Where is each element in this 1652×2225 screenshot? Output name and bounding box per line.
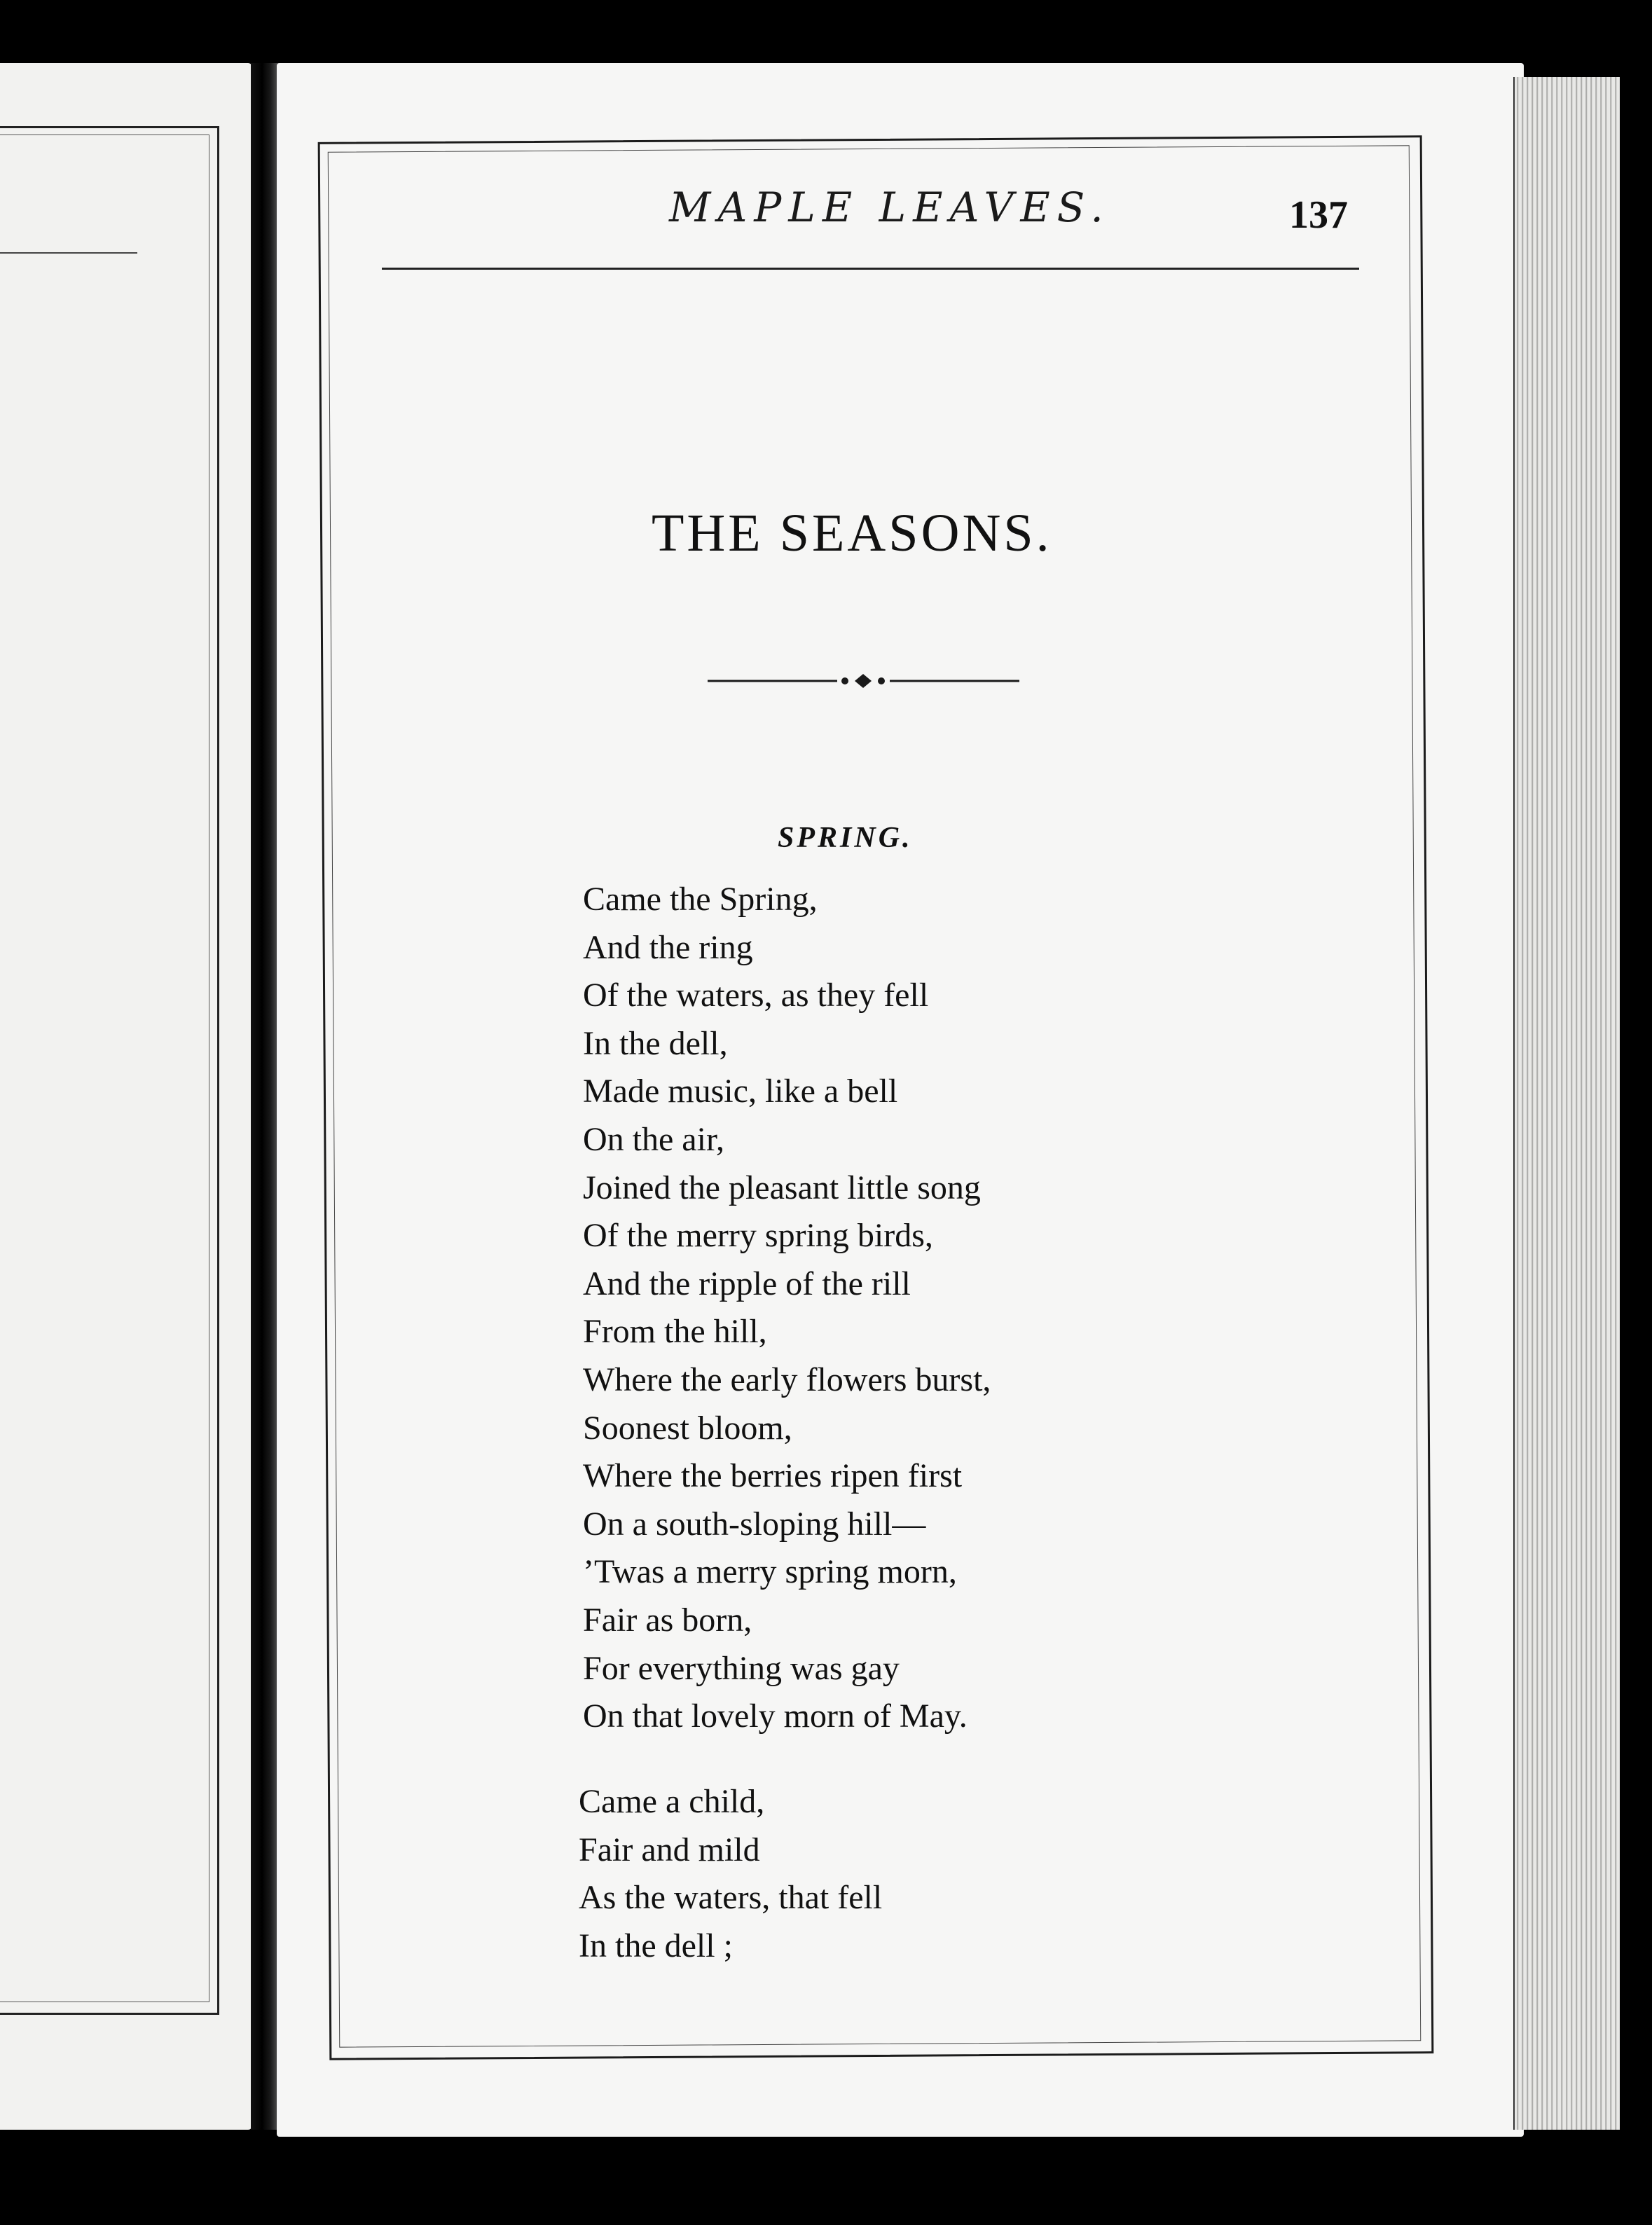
poem-line: On that lovely morn of May. [583, 1697, 968, 1735]
poem-line: On the air, [583, 1120, 725, 1158]
poem-line: ’Twas a merry spring morn, [583, 1553, 957, 1591]
section-heading-spring: SPRING. [778, 822, 913, 854]
book-gutter [251, 63, 279, 2130]
poem-title: THE SEASONS. [652, 504, 1052, 563]
title-ornament-divider [708, 673, 1019, 689]
poem-line: On a south-sloping hill— [583, 1505, 926, 1543]
header-rule [382, 268, 1359, 270]
poem-line: Joined the pleasant little song [583, 1169, 981, 1206]
page-edges [1513, 77, 1620, 2130]
poem-line: Fair and mild [579, 1831, 760, 1868]
poem-line: Where the early flowers burst, [583, 1361, 991, 1398]
facing-page-head-rule [0, 252, 137, 254]
facing-page [0, 63, 252, 2130]
poem-line: In the dell, [583, 1024, 728, 1062]
stanza-2 [579, 1778, 882, 1970]
poem-line: And the ring [583, 928, 753, 966]
poem-line: Of the waters, as they fell [583, 977, 929, 1014]
poem-line: And the ripple of the rill [583, 1265, 911, 1302]
poem-line: For everything was gay [583, 1649, 900, 1687]
stanza-1 [583, 876, 991, 1741]
page-number: 137 [1289, 193, 1348, 237]
running-head: MAPLE LEAVES. [669, 184, 1110, 231]
poem-line: Came a child, [579, 1783, 765, 1820]
poem-line: As the waters, that fell [579, 1879, 883, 1917]
poem-line: Of the merry spring birds, [583, 1217, 933, 1255]
poem-line: In the dell ; [579, 1927, 733, 1964]
facing-page-inner-frame [0, 135, 209, 2002]
poem-line: Made music, like a bell [583, 1073, 898, 1110]
poem-line: From the hill, [583, 1313, 767, 1351]
poem-line: Soonest bloom, [583, 1409, 792, 1447]
poem-line: Came the Spring, [583, 881, 818, 918]
poem-line: Where the berries ripen first [583, 1457, 963, 1495]
poem-line: Fair as born, [583, 1601, 752, 1639]
